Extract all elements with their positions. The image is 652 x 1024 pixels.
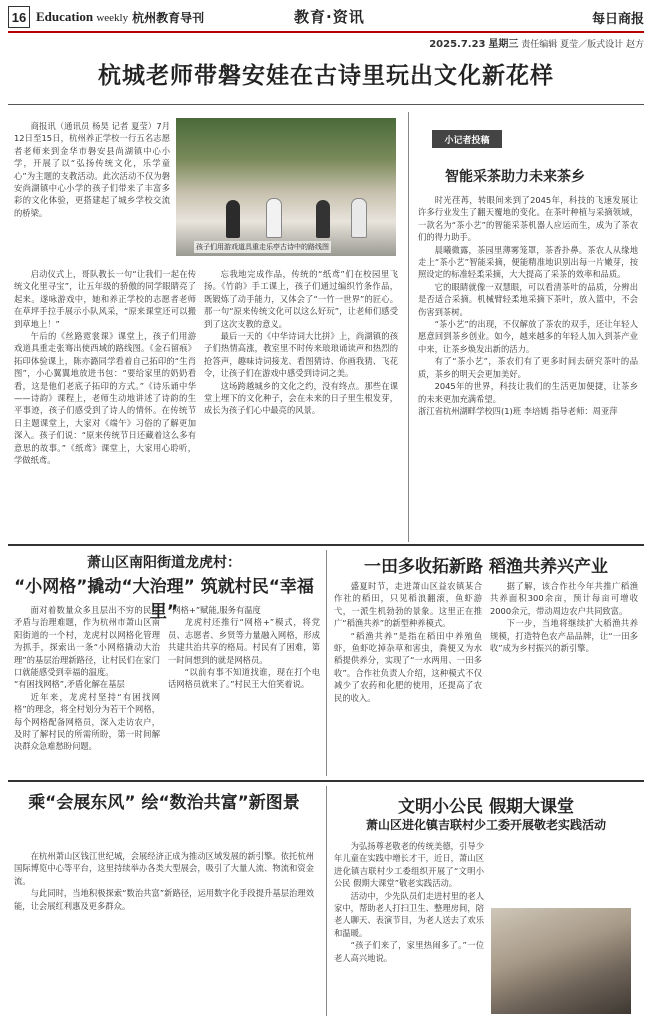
lead-column-2: 忘我地完成作品，传统的“纸鸢”们在校园里飞扬。《竹韵》手工课上，孩子们通过编织竹条作品，既锻炼了动手能力，又体会了“一竹一世界”的匠心。那一句“原来传统文化可以这么好玩”，让老师们感受到了这次支教的意义。 最后一天的《中华诗词大比拼》上，尚湖镇的孩子们热情高涨，教室里不时传来琅琅诵读声和热烈的抢答声，趣味诗词接龙、看图猜诗、你画我猜、飞花令，让孩子们在游戏中感受到诗词之美。 这场跨越城乡的文化之约，没有终点。那些在课堂上埋下的文化种子，会在未来的日子里生根发芽，成长为孩子们心中最亮的风景。 — [204, 269, 398, 416]
commentary-tag: 小记者投稿 — [432, 130, 502, 148]
page-number: 16 — [8, 6, 30, 28]
story-d-headline: 文明小公民 假期大课堂 — [398, 797, 574, 817]
photo-figure — [226, 200, 240, 238]
column-divider — [326, 550, 327, 776]
photo-figure — [316, 200, 330, 238]
story-d-subhead: 萧山区进化镇吉联村少工委开展敬老实践活动 — [365, 818, 606, 832]
masthead-rule — [8, 31, 644, 33]
photo-figure — [351, 198, 367, 238]
story-b-column-1: 盛夏时节，走进萧山区益农镇某合作社的稻田，只见稻浪翻滚，鱼虾游弋，一派生机勃勃的景象。这里正在推广“稻渔共养”的新型种养模式。 “稻渔共养”是指在稻田中养殖鱼虾，鱼虾吃掉杂草和害虫，粪便又为水稻提供养分，实现了“一水两用、一田多收”。合作社负责人介绍，这种模式不仅减少了农药和化肥的使用，还提高了农民的收入。 — [334, 581, 482, 703]
newspaper-brand: 每日商报 — [591, 12, 644, 27]
lead-intro: 商报讯（通讯员 杨昊 记者 夏莹）7月12日至15日，杭州养正学校一行五名志愿者老师来到金华市磐安县尚湖镇中心小学，开展了以“弘扬传统文化，乐学童心”为主题的支教活动。此次活动不仅为磐安尚湖镇中心小学的孩子们带来了丰富多彩的文化体验，更搭建起了城乡学校交流的桥梁。 — [14, 121, 170, 218]
section-rule — [8, 780, 644, 782]
masthead — [8, 6, 644, 28]
photo-caption: 孩子们用游戏道具重走乐亭古诗中的路线图 — [196, 243, 329, 251]
story-a-column-2: “网格+”赋能,服务有温度 龙虎村还推行“网格+”模式，将党员、志愿者、乡贤等力量融入网格，形成共建共治共享的格局。村民有了困难，第一时间想到的就是网格员。 “以前有事不知道找谁，现在打个电话网格员就来了。”村民王大伯笑着说。 — [168, 605, 320, 690]
section-rule — [8, 544, 644, 546]
dateline: 2025.7.23 星期三 责任编辑 夏莹／版式设计 赵方 — [429, 39, 644, 50]
story-c-headline: 乘“会展东风” 绘“数治共富”新图景 — [28, 793, 300, 813]
edition-name: Education weekly — [36, 9, 129, 24]
photo-figure — [266, 198, 282, 238]
commentary-body: 时光荏苒，转眼间来到了2045年，科技的飞速发展让许多行业发生了翻天覆地的变化。在茶叶种植与采摘领域，一款名为“茶小艺”的智能采茶机器人应运而生，成为了茶农们的得力助手。 晨曦微露，茶园里薄雾笼罩，茶香扑鼻。茶农人从缘地走上“茶小艺”智能采摘，便能精准地识别出每一片嫩芽，按照设定的标准轻柔采摘，大大提高了采茶的效率和品质。 它的眼睛就像一双慧眼，可以看清茶叶的品质，分辨出是否适合采摘。机械臂轻柔地采摘下茶叶，放入篮中，不会伤害到茶树。 “茶小艺”的出现，不仅解放了茶农的双手，还让年轻人愿意回到茶乡创业。如今，越来越多的年轻人加入到茶产业中来，让茶乡焕发出新的活力。 有了“茶小艺”，茶农们有了更多时间去研究茶叶的品质，茶乡的明天会更加美好。 2045年的世界，科技让我们的生活更加便捷，让茶乡的未来更加充满希望。 浙江省杭州湖畔学校四(1)班 李培嫣 指导老师：周亚萍 — [418, 195, 638, 416]
story-a-column-1: 面对着数量众多且层出不穷的民生矛盾与治理难题，作为杭州市萧山区南阳街道的一个村，龙虎村以网格化管理为抓手，探索出一条“小网格撬动大治理”的基层治理新路径，让村民们在家门口就能感受到幸福的温度。 “有困找网格”,矛盾化解在基层 近年来，龙虎村坚持“有困找网格”的理念，将全村划分为若干个网格，每个网格配备网格员，深入走访农户，及时了解村民的所需所盼，第一时间解决群众急难愁盼问题。 — [14, 605, 160, 752]
story-d-photo — [491, 908, 631, 1014]
column-divider — [408, 112, 409, 542]
section-title: 教育·资讯 — [294, 8, 365, 26]
story-a-headline: “小网格”撬动“大治理” 筑就村民“幸福里” — [14, 577, 314, 622]
story-b-headline: 一田多收拓新路 稻渔共养兴产业 — [364, 557, 608, 577]
lead-headline: 杭城老师带磐安娃在古诗里玩出文化新花样 — [98, 63, 554, 89]
story-b-column-2: 据了解，该合作社今年共推广稻渔共养面积300余亩，预计每亩可增收2000余元，带动周边农户共同致富。 下一步，当地将继续扩大稻渔共养规模，打造特色农产品品牌，让“一田多收”成为乡村振兴的新引擎。 — [490, 581, 638, 654]
story-d-body: 为弘扬尊老敬老的传统美德，引导少年儿童在实践中增长才干，近日，萧山区进化镇吉联村少工委组织开展了“文明小公民 假期大课堂”敬老实践活动。 活动中，少先队员们走进村里的老人家中，帮助老人打扫卫生、整理房间，陪老人聊天、表演节目，为老人送去了欢乐和温暖。 “孩子们来了，家里热闹多了。”一位老人高兴地说。 — [334, 841, 484, 963]
commentary-title: 智能采茶助力未来茶乡 — [445, 169, 585, 185]
lead-column-1: 启动仪式上，哥队教长一句“让我们一起在传统文化里寻宝”，让五年级的骄傲的同学眼睛亮了起来。遂咏游戏中，她和养正学校的志愿者老师在草坪手拉手展示小队风采，“原来课堂还可以搬到草地上！” 午后的《丝路霓裳课》课堂上，孩子们用游戏道具重走张骞出使西域的路线图。《金石留痕》拓印体验课上，陈亦潞同学看着自己拓印的“生肖图”，小心翼翼地放进书包：“要给家里的奶奶看看，这是他们老底子拓印的方式。”《诗乐诵中华——诗韵》课程上，老师生动地讲述了诗韵的生平事迹，孩子们感受到了诗人的情怀。在传统节日主题课堂上，大家对《端午》习俗的了解更加深入。孩子们说：“原来传统节日还藏着这么多有意思的故事。”《纸鸢》课堂上，大家用心聆听，学做纸鸢。 — [14, 269, 196, 466]
story-a-kicker: 萧山区南阳街道龙虎村： — [87, 555, 241, 571]
column-divider — [326, 786, 327, 1016]
lead-photo — [176, 118, 396, 256]
story-c-body: 在杭州萧山区钱江世纪城，会展经济正成为推动区域发展的新引擎。依托杭州国际博览中心等平台，这里持续举办各类大型展会，吸引了大量人流、物流和资金流。 与此同时，当地积极探索“数治共富”新路径，运用数字化手段提升基层治理效能，让会展红利惠及更多群众。 — [14, 851, 314, 911]
headline-rule — [8, 104, 644, 105]
edition-subtitle: 杭州教育导刊 — [132, 10, 205, 25]
